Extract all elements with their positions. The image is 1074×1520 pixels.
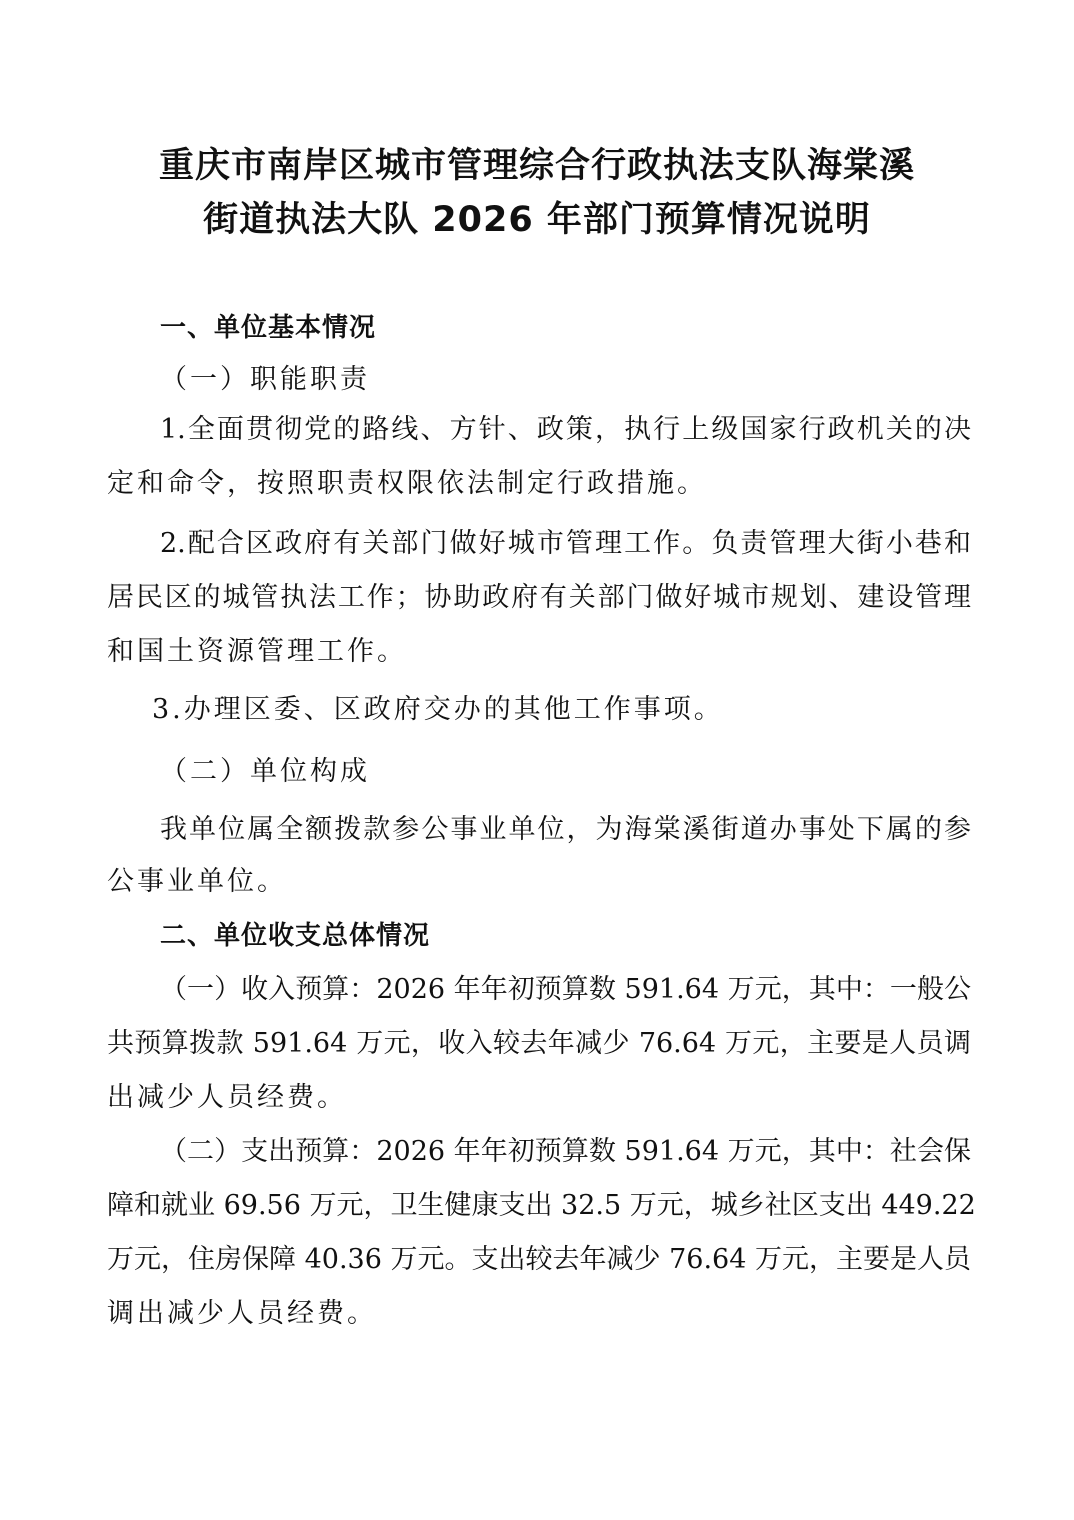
paragraph-line: 调出减少人员经费。 [107,1298,377,1329]
paragraph-line: （二）支出预算：2026 年年初预算数 591.64 万元，其中：社会保 [160,1136,971,1167]
paragraph-line: 3.办理区委、区政府交办的其他工作事项。 [152,694,724,725]
paragraph-line: 2.配合区政府有关部门做好城市管理工作。负责管理大街小巷和 [160,528,971,559]
paragraph-line: 定和命令，按照职责权限依法制定行政措施。 [107,468,707,499]
document-title-line-2: 街道执法大队 2026 年部门预算情况说明 [203,200,871,240]
section-heading-basic-info: 一、单位基本情况 [160,313,377,343]
paragraph-line: 障和就业 69.56 万元，卫生健康支出 32.5 万元，城乡社区支出 449.22 [107,1190,976,1221]
paragraph-line: 居民区的城管执法工作；协助政府有关部门做好城市规划、建设管理 [107,582,971,613]
section-heading-revenue-expenditure: 二、单位收支总体情况 [160,921,431,951]
paragraph-line: 1.全面贯彻党的路线、方针、政策，执行上级国家行政机关的决 [160,414,971,445]
paragraph-line: 和国土资源管理工作。 [107,636,407,667]
paragraph-line: 共预算拨款 591.64 万元，收入较去年减少 76.64 万元，主要是人员调 [107,1028,971,1059]
paragraph-line: 公事业单位。 [107,866,287,897]
document-title-line-1: 重庆市南岸区城市管理综合行政执法支队海棠溪 [158,146,915,186]
paragraph-line: 出减少人员经费。 [107,1082,347,1113]
subsection-heading-duties: （一）职能职责 [160,364,370,395]
subsection-heading-composition: （二）单位构成 [160,756,370,787]
paragraph-line: 我单位属全额拨款参公事业单位，为海棠溪街道办事处下属的参 [160,814,971,845]
paragraph-line: 万元，住房保障 40.36 万元。支出较去年减少 76.64 万元，主要是人员 [107,1244,971,1275]
paragraph-line: （一）收入预算：2026 年年初预算数 591.64 万元，其中：一般公 [160,974,971,1005]
